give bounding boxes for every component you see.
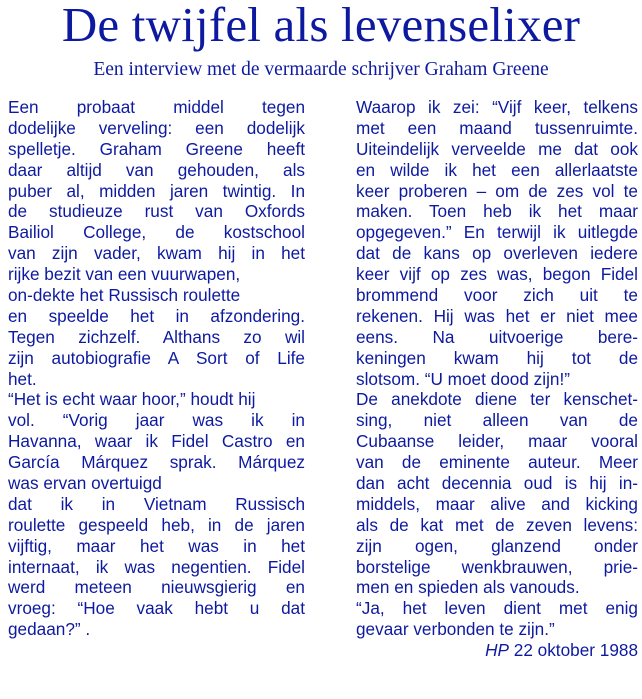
text-line: Een probaat middel tegen <box>8 97 305 117</box>
text-line: als de kat met de zeven levens: <box>356 514 638 535</box>
text-line: middels, maar alive and kicking <box>356 493 638 514</box>
text-line: Waarop ik zei: “Vijf keer, telkens <box>356 97 638 117</box>
text-line: De anekdote diene ter kenschet- <box>356 389 638 410</box>
text-line: was ervan overtuigd <box>8 473 162 494</box>
text-line: on-dekte het Russisch roulette <box>8 285 241 306</box>
source-date: 22 oktober 1988 <box>513 640 638 661</box>
text-line: van zijn vader, kwam hij in het <box>8 243 305 264</box>
text-line: dat ik in Vietnam Russisch <box>8 493 305 514</box>
text-line: “Het is echt waar hoor,” houdt hij <box>8 389 256 410</box>
article-column-left <box>8 97 305 640</box>
text-line: eens. Na uitvoerige bere- <box>356 326 638 347</box>
text-line: men en spieden als vanouds. <box>356 577 580 598</box>
text-line: de studieuze rust van Oxfords <box>8 201 305 222</box>
source-publication: HP <box>485 640 509 661</box>
text-line: dan acht decennia oud is hij in- <box>356 473 638 494</box>
text-line: rijke bezit van een vuurwapen, <box>8 264 241 285</box>
text-line: “Ja, het leven dient met enig <box>356 598 638 619</box>
text-line: met een maand tussenruimte. <box>356 117 638 138</box>
text-line: keer vijf op zes was, begon Fidel <box>356 264 638 285</box>
text-line: vijftig, maar het was in het <box>8 535 305 556</box>
text-line: gedaan?” . <box>8 619 91 640</box>
text-line: sing, niet alleen van de <box>356 410 638 431</box>
article-subtitle: Een interview met de vermaarde schrijver Graham Greene <box>93 59 549 80</box>
text-line: en wilde ik het een allerlaatste <box>356 159 638 180</box>
article-column-right <box>356 97 638 661</box>
text-line: dat de kans op overleven iedere <box>356 243 638 264</box>
text-line: internaat, ik was negentien. Fidel <box>8 556 305 577</box>
text-line: Tegen zichzelf. Althans zo wil <box>8 326 305 347</box>
text-line: keningen kwam hij tot de <box>356 347 638 368</box>
text-line: zijn autobiografie A Sort of Life <box>8 347 305 368</box>
text-line: maken. Toen heb ik het maar <box>356 201 638 222</box>
text-line: Havanna, waar ik Fidel Castro en <box>8 431 305 452</box>
article-title: De twijfel als levenselixer <box>61 0 581 52</box>
text-line: zijn ogen, glanzend onder <box>356 535 638 556</box>
text-line: borstelige wenkbrauwen, prie- <box>356 556 638 577</box>
text-line: keer proberen – om de zes vol te <box>356 180 638 201</box>
text-line: daar altijd van gehouden, als <box>8 159 305 180</box>
text-line: vroeg: “Hoe vaak hebt u dat <box>8 598 305 619</box>
text-line: rekenen. Hij was het er niet mee <box>356 305 638 326</box>
text-line: brommend voor zich uit te <box>356 285 638 306</box>
text-line: opgegeven.” En terwijl ik uitlegde <box>356 222 638 243</box>
text-line: puber al, midden jaren twintig. In <box>8 180 305 201</box>
text-line: Uiteindelijk verveelde me dat ook <box>356 138 638 159</box>
text-line: slotsom. “U moet dood zijn!” <box>356 368 570 389</box>
text-line: García Márquez sprak. Márquez <box>8 452 305 473</box>
text-line: dodelijke verveling: een dodelijk <box>8 117 305 138</box>
text-line: Cubaanse leider, maar vooral <box>356 431 638 452</box>
text-line: werd meteen nieuwsgierig en <box>8 577 305 598</box>
text-line: roulette gespeeld heb, in de jaren <box>8 514 305 535</box>
text-line: Bailiol College, de kostschool <box>8 222 305 243</box>
text-line: van de eminente auteur. Meer <box>356 452 638 473</box>
text-line: spelletje. Graham Greene heeft <box>8 138 305 159</box>
text-line: het. <box>8 368 37 389</box>
text-line: vol. “Vorig jaar was ik in <box>8 410 305 431</box>
text-line: en speelde het in afzondering. <box>8 305 305 326</box>
source-line <box>356 640 638 661</box>
text-line: gevaar verbonden te zijn.” <box>356 619 555 640</box>
